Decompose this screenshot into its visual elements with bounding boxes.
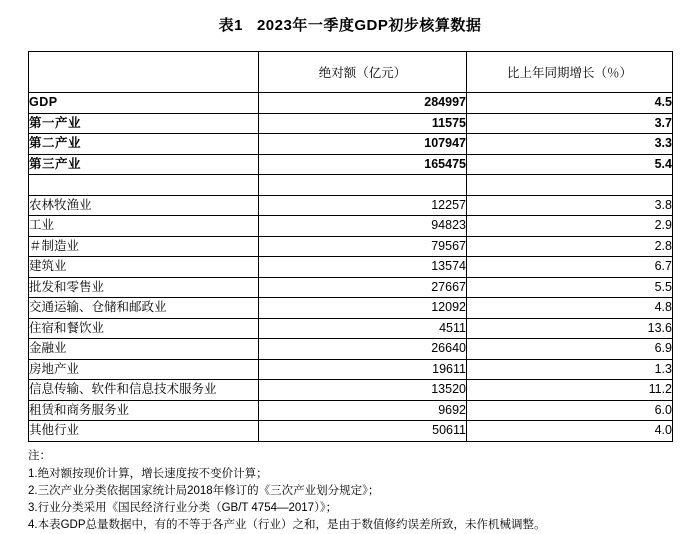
row-value: 284997 [259,93,467,114]
note-item: 3.行业分类采用《国民经济行业分类（GB/T 4754—2017）》； [28,501,338,514]
note-item: 4.本表GDP总量数据中，有的不等于各产业（行业）之和，是由于数值修约误差所致，未作机械调整。 [28,518,546,531]
table-row [29,359,673,380]
row-value: 12257 [259,195,467,216]
row-label: 第二产业 [29,134,259,155]
row-growth: 3.7 [467,113,673,134]
row-value: 79567 [259,236,467,257]
row-growth: 4.8 [467,298,673,319]
table-row-spacer [29,175,673,196]
row-label: ＃制造业 [29,236,259,257]
table-row [29,318,673,339]
table-row [29,216,673,237]
row-value: 107947 [259,134,467,155]
row-growth: 6.0 [467,400,673,421]
table-row [29,339,673,360]
row-growth: 4.5 [467,93,673,114]
row-label: 房地产业 [29,359,259,380]
row-label: 第三产业 [29,154,259,175]
row-growth: 3.8 [467,195,673,216]
header-cell-growth: 比上年同期增长（％） [467,52,673,93]
row-value: 26640 [259,339,467,360]
table-notes [28,448,672,534]
row-growth: 1.3 [467,359,673,380]
row-growth: 2.8 [467,236,673,257]
table-row [29,257,673,278]
gdp-table [28,51,673,442]
table-row [29,195,673,216]
table-row [29,298,673,319]
row-value [259,175,467,196]
row-label: 住宿和餐饮业 [29,318,259,339]
row-value: 9692 [259,400,467,421]
table-row [29,277,673,298]
table-title-text: 2023年一季度GDP初步核算数据 [256,17,482,34]
row-label: 信息传输、软件和信息技术服务业 [29,380,259,401]
table-header-row [29,52,673,93]
row-growth: 5.5 [467,277,673,298]
row-growth [467,175,673,196]
row-growth: 6.7 [467,257,673,278]
row-label [29,175,259,196]
row-value: 94823 [259,216,467,237]
row-label: 租赁和商务服务业 [29,400,259,421]
row-value: 165475 [259,154,467,175]
row-value: 12092 [259,298,467,319]
table-header [29,52,673,93]
row-value: 4511 [259,318,467,339]
row-growth: 4.0 [467,421,673,442]
table-row [29,421,673,442]
row-growth: 2.9 [467,216,673,237]
page-title [28,0,672,51]
table-row [29,93,673,114]
row-growth: 11.2 [467,380,673,401]
table-row [29,134,673,155]
table-body [29,93,673,442]
row-growth: 13.6 [467,318,673,339]
row-value: 11575 [259,113,467,134]
row-label: 农林牧渔业 [29,195,259,216]
table-row [29,113,673,134]
row-growth: 3.3 [467,134,673,155]
row-label: 金融业 [29,339,259,360]
row-value: 13574 [259,257,467,278]
table-row [29,380,673,401]
row-value: 27667 [259,277,467,298]
row-label: 工业 [29,216,259,237]
table-number: 表1 [218,17,243,34]
row-value: 19611 [259,359,467,380]
row-label: GDP [29,93,259,114]
row-label: 建筑业 [29,257,259,278]
row-growth: 6.9 [467,339,673,360]
row-label: 其他行业 [29,421,259,442]
table-row [29,154,673,175]
note-item: 2.三次产业分类依据国家统计局2018年修订的《三次产业划分规定》； [28,484,380,497]
row-label: 第一产业 [29,113,259,134]
table-row [29,400,673,421]
row-label: 交通运输、仓储和邮政业 [29,298,259,319]
row-label: 批发和零售业 [29,277,259,298]
table-row [29,236,673,257]
row-value: 13520 [259,380,467,401]
header-cell-blank [29,52,259,93]
row-growth: 5.4 [467,154,673,175]
note-item: 1.绝对额按现价计算，增长速度按不变价计算； [28,467,268,480]
notes-heading: 注： [28,449,51,462]
row-value: 50611 [259,421,467,442]
header-cell-absolute: 绝对额（亿元） [259,52,467,93]
